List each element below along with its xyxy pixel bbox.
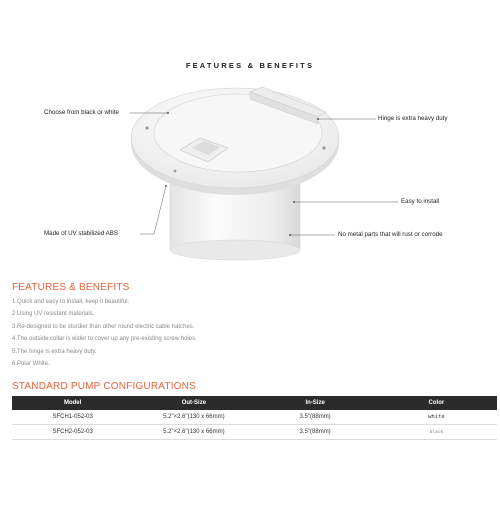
table-row <box>12 410 497 425</box>
list-item: 1.Quick and easy to install, keep it beautiful. <box>12 299 130 305</box>
list-item: 2.Using UV resistant materials. <box>12 311 95 318</box>
configurations-heading: STANDARD PUMP CONFIGURATIONS <box>12 381 196 392</box>
benefits-list <box>12 296 197 370</box>
cell-out-size: 5.2"×2.6"(130 x 66mm) <box>133 425 254 440</box>
table-row <box>12 425 497 440</box>
cell-out-size: 5.2"×2.6"(130 x 66mm) <box>133 410 254 425</box>
column-header-color: Color <box>376 396 497 410</box>
list-item: 3.Re-designed to be sturdier than other round electric cable hatches. <box>12 323 195 330</box>
column-header-model: Model <box>12 396 133 410</box>
cell-in-size: 3.5"(88mm) <box>255 425 376 440</box>
callout-material: Made of UV stabilized ABS <box>44 230 118 237</box>
callout-install: Easy to install <box>401 198 440 205</box>
column-header-in-size: In-Size <box>255 396 376 410</box>
callout-metal: No metal parts that will rust or corrode <box>338 231 443 238</box>
column-header-out-size: Out-Size <box>133 396 254 410</box>
list-item: 4.The outside collar is wider to cover up any pre-existing screw holes. <box>12 336 197 343</box>
table-header-row <box>12 396 497 410</box>
cell-model: SFCH1-052-03 <box>12 410 133 425</box>
cell-model: SFCH2-052-03 <box>12 425 133 440</box>
cell-color: white <box>376 410 497 425</box>
hero-title: FEATURES & BENEFITS <box>185 61 315 70</box>
callout-hinge: Hinge is extra heavy duty <box>378 115 448 122</box>
cell-color: black <box>376 425 497 440</box>
configurations-table <box>12 396 497 440</box>
features-heading: FEATURES & BENEFITS <box>12 282 130 293</box>
list-item: 5.The hinge is extra heavy duty. <box>12 348 97 355</box>
callout-color-choice: Choose from black or white <box>44 109 119 116</box>
list-item: 6.Polar White. <box>12 360 50 367</box>
cell-in-size: 3.5"(88mm) <box>255 410 376 425</box>
